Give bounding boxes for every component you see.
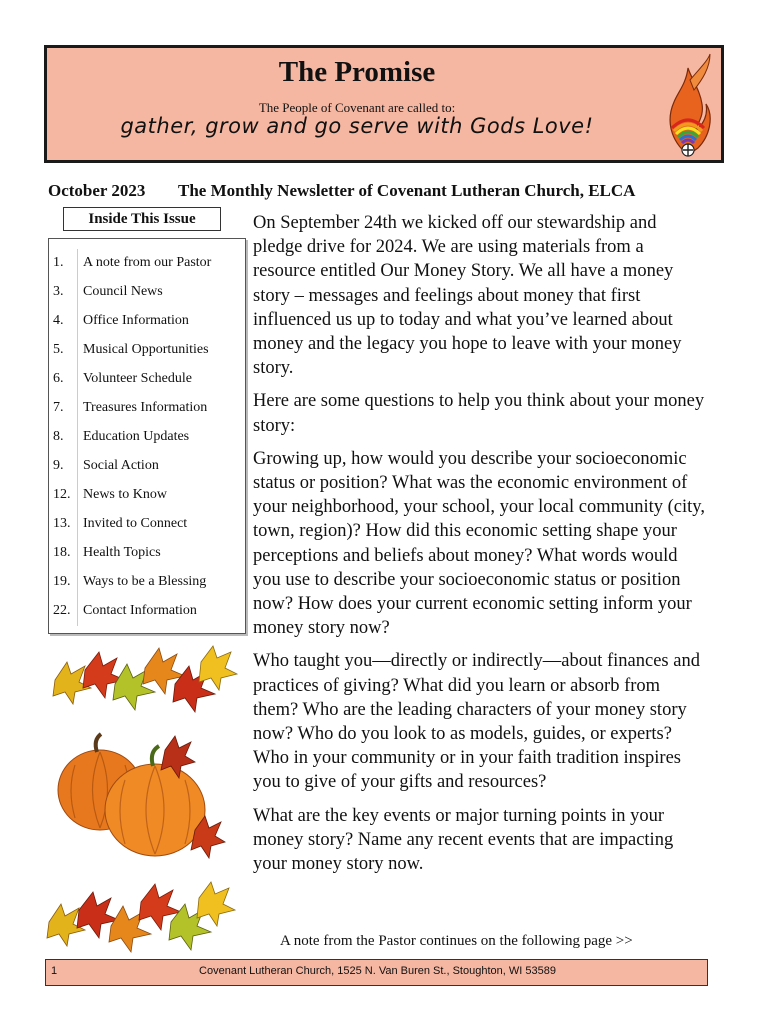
toc-page-number: 3.	[53, 284, 64, 299]
toc-page-number: 18.	[53, 545, 71, 560]
toc-page-number: 5.	[53, 342, 64, 357]
toc-item-label: Office Information	[83, 313, 189, 328]
article-paragraph: Who taught you—directly or indirectly—about finances and practices of giving? What did you learn or absorb from them? Who are the leading characters of your money story now? Who do you look to as models, guides, or experts? Who in your community or in your faith tradition inspires you to give of your gifts and resources?	[253, 651, 700, 793]
masthead-tagline: gather, grow and go serve with Gods Love!	[120, 114, 594, 138]
toc-item-label: Treasures Information	[83, 400, 208, 415]
toc-page-number: 7.	[53, 400, 64, 415]
toc-item[interactable]	[49, 278, 243, 307]
toc-item[interactable]	[49, 394, 243, 423]
page-number: 1	[51, 965, 58, 977]
toc-item-label: News to Know	[83, 487, 167, 502]
leaf-garland-bottom	[47, 882, 235, 952]
toc-item-label: Volunteer Schedule	[83, 371, 192, 386]
toc-item[interactable]	[49, 597, 243, 626]
issue-date: October 2023	[48, 181, 146, 200]
table-of-contents	[48, 238, 246, 634]
toc-page-number: 13.	[53, 516, 71, 531]
article-paragraph: On September 24th we kicked off our stewardship and pledge drive for 2024. We are using materials from a resource entitled Our Money Story. We all have a money story – messages and feelings about money that first influenced us up to today and what you’ve learned about money and the legacy you hope to leave with your money story.	[253, 213, 682, 379]
toc-page-number: 22.	[53, 603, 71, 618]
leaf-garland-top	[53, 646, 237, 712]
toc-item[interactable]	[49, 510, 243, 539]
toc-item-label: A note from our Pastor	[83, 255, 212, 270]
toc-item[interactable]	[49, 452, 243, 481]
toc-item[interactable]	[49, 539, 243, 568]
toc-item-label: Social Action	[83, 458, 159, 473]
toc-item-label: Contact Information	[83, 603, 197, 618]
toc-page-number: 12.	[53, 487, 71, 502]
toc-page-number: 4.	[53, 313, 64, 328]
church-address: Covenant Lutheran Church, 1525 N. Van Buren St., Stoughton, WI 53589	[199, 965, 556, 977]
masthead-subtitle: The People of Covenant are called to:	[258, 100, 456, 115]
pumpkins	[58, 734, 225, 858]
toc-item-label: Musical Opportunities	[83, 342, 209, 357]
article-paragraph: Growing up, how would you describe your socioeconomic status or position? What was the economic environment of your neighborhood, your school, your local community (city, town, region)? How did this economic setting shape your perceptions and beliefs about money? What words would you use to describe your socioeconomic status or position now? How does your current economic setting inform your money story now?	[253, 448, 705, 639]
toc-item-label: Health Topics	[83, 545, 161, 560]
autumn-leaves-pumpkins-image	[45, 640, 240, 960]
toc-page-number: 6.	[53, 371, 64, 386]
toc-page-number: 19.	[53, 574, 71, 589]
toc-item[interactable]	[49, 568, 243, 597]
toc-item-label: Education Updates	[83, 429, 190, 444]
toc-item[interactable]	[49, 423, 243, 452]
newsletter-title: The Promise	[278, 56, 436, 88]
toc-page-number: 1.	[53, 255, 64, 270]
toc-page-number: 9.	[53, 458, 64, 473]
page-footer	[45, 959, 708, 986]
toc-item[interactable]	[49, 249, 243, 278]
article-paragraph: What are the key events or major turning points in your money story? Name any recent events that are impacting your money story now.	[253, 805, 674, 875]
toc-item[interactable]	[49, 481, 243, 510]
toc-item-label: Invited to Connect	[83, 516, 188, 531]
toc-item-label: Ways to be a Blessing	[83, 574, 207, 589]
article-body	[253, 211, 709, 885]
toc-item[interactable]	[49, 336, 243, 365]
toc-label: Inside This Issue	[63, 207, 221, 231]
newsletter-subtitle: The Monthly Newsletter of Covenant Lutheran Church, ELCA	[178, 181, 636, 200]
flame-rainbow-cross-logo	[658, 50, 718, 160]
masthead	[44, 45, 724, 163]
toc-item[interactable]	[49, 307, 243, 336]
toc-item[interactable]	[49, 365, 243, 394]
article-paragraph: Here are some questions to help you think about your money story:	[253, 391, 705, 436]
continue-note: A note from the Pastor continues on the following page >>	[280, 933, 633, 949]
toc-item-label: Council News	[83, 284, 163, 299]
toc-page-number: 8.	[53, 429, 64, 444]
